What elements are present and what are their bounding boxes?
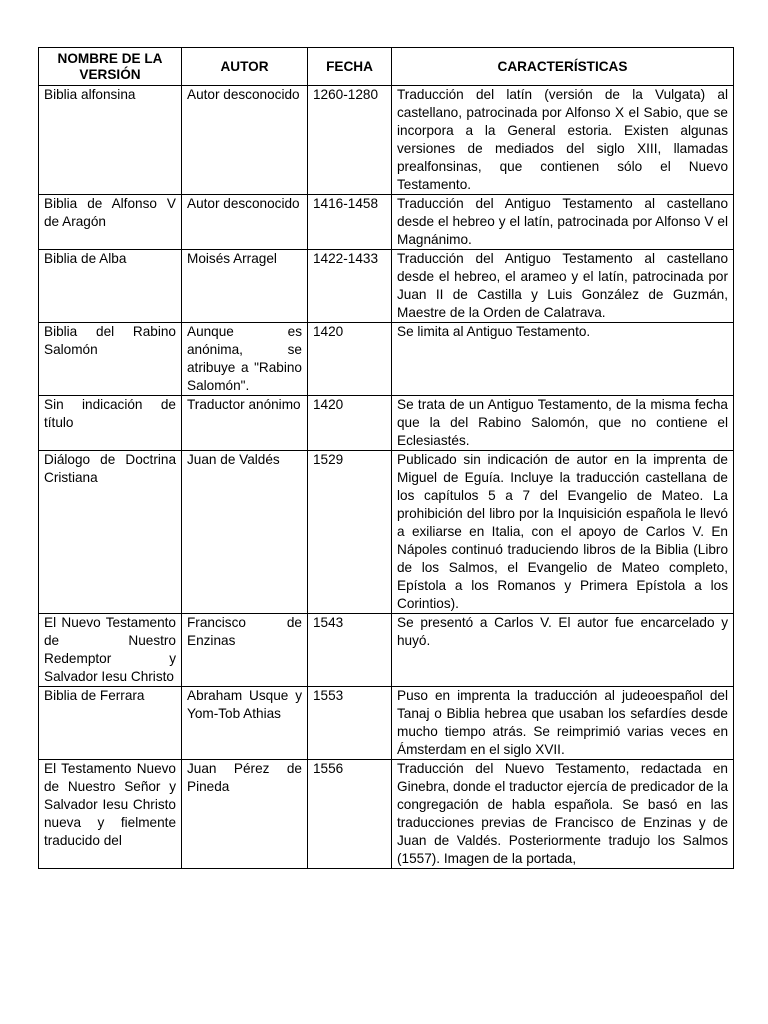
- table-row: [39, 396, 734, 451]
- cell-date: 1416-1458: [308, 195, 392, 250]
- cell-features: Publicado sin indicación de autor en la imprenta de Miguel de Eguía. Incluye la traducción castellana de los capítulos 5 a 7 del Evangelio de Mateo. La prohibición del libro por la Inquisición española le llevó a exiliarse en Italia, con el apoyo de Carlos V. En Nápoles continuó traduciendo libros de la Biblia (Libro de los Salmos, el Evangelio de Mateo completo, Epístola a los Romanos y Primera Epístola a los Corintios).: [392, 451, 734, 614]
- cell-name: Biblia alfonsina: [39, 86, 182, 195]
- cell-author: Traductor anónimo: [182, 396, 308, 451]
- table-row: [39, 323, 734, 396]
- cell-features: Traducción del Antiguo Testamento al castellano desde el hebreo, el arameo y el latín, patrocinada por Juan II de Castilla y Luis González de Guzmán, Maestre de la Orden de Calatrava.: [392, 250, 734, 323]
- cell-author: Abraham Usque y Yom-Tob Athias: [182, 687, 308, 760]
- table-row: [39, 451, 734, 614]
- cell-date: 1543: [308, 614, 392, 687]
- cell-date: 1420: [308, 396, 392, 451]
- cell-author: Francisco de Enzinas: [182, 614, 308, 687]
- header-autor: AUTOR: [182, 48, 308, 86]
- cell-features: Puso en imprenta la traducción al judeoespañol del Tanaj o Biblia hebrea que usaban los sefardíes desde mucho tiempo atrás. Se reimprimió varias veces en Ámsterdam en el siglo XVII.: [392, 687, 734, 760]
- cell-name: Biblia de Ferrara: [39, 687, 182, 760]
- cell-features: Se trata de un Antiguo Testamento, de la misma fecha que la del Rabino Salomón, que no contiene el Eclesiastés.: [392, 396, 734, 451]
- cell-name: El Nuevo Testamento de Nuestro Redemptor y Salvador Iesu Christo: [39, 614, 182, 687]
- bible-versions-table: [38, 47, 734, 869]
- cell-date: 1420: [308, 323, 392, 396]
- cell-features: Traducción del Nuevo Testamento, redactada en Ginebra, donde el traductor ejercía de predicador de la congregación de habla española. Se basó en las traducciones previas de Francisco de Enzinas y de Juan de Valdés. Posteriormente tradujo los Salmos (1557). Imagen de la portada,: [392, 760, 734, 869]
- cell-name: Biblia de Alfonso V de Aragón: [39, 195, 182, 250]
- cell-date: 1529: [308, 451, 392, 614]
- cell-author: Autor desconocido: [182, 195, 308, 250]
- cell-author: Moisés Arragel: [182, 250, 308, 323]
- cell-author: Juan de Valdés: [182, 451, 308, 614]
- table-row: [39, 195, 734, 250]
- cell-features: Traducción del latín (versión de la Vulgata) al castellano, patrocinada por Alfonso X el Sabio, que se incorpora a la General estoria. Existen algunas versiones de mediados del siglo XIII, llamadas prealfonsinas, que contienen sólo el Nuevo Testamento.: [392, 86, 734, 195]
- table-row: [39, 250, 734, 323]
- header-caracteristicas: CARACTERÍSTICAS: [392, 48, 734, 86]
- cell-features: Se limita al Antiguo Testamento.: [392, 323, 734, 396]
- cell-name: Biblia de Alba: [39, 250, 182, 323]
- cell-date: 1556: [308, 760, 392, 869]
- table-header-row: [39, 48, 734, 86]
- cell-name: Diálogo de Doctrina Cristiana: [39, 451, 182, 614]
- table-row: [39, 687, 734, 760]
- cell-name: Sin indicación de título: [39, 396, 182, 451]
- cell-date: 1553: [308, 687, 392, 760]
- cell-features: Se presentó a Carlos V. El autor fue encarcelado y huyó.: [392, 614, 734, 687]
- cell-author: Autor desconocido: [182, 86, 308, 195]
- table-row: [39, 614, 734, 687]
- cell-author: Aunque es anónima, se atribuye a "Rabino Salomón".: [182, 323, 308, 396]
- table-row: [39, 760, 734, 869]
- header-fecha: FECHA: [308, 48, 392, 86]
- cell-author: Juan Pérez de Pineda: [182, 760, 308, 869]
- cell-date: 1422-1433: [308, 250, 392, 323]
- cell-name: Biblia del Rabino Salomón: [39, 323, 182, 396]
- cell-name: El Testamento Nuevo de Nuestro Señor y Salvador Iesu Christo nueva y fielmente traducido del: [39, 760, 182, 869]
- table-row: [39, 86, 734, 195]
- cell-features: Traducción del Antiguo Testamento al castellano desde el hebreo y el latín, patrocinada por Alfonso V el Magnánimo.: [392, 195, 734, 250]
- header-nombre: NOMBRE DE LA VERSIÓN: [39, 48, 182, 86]
- cell-date: 1260-1280: [308, 86, 392, 195]
